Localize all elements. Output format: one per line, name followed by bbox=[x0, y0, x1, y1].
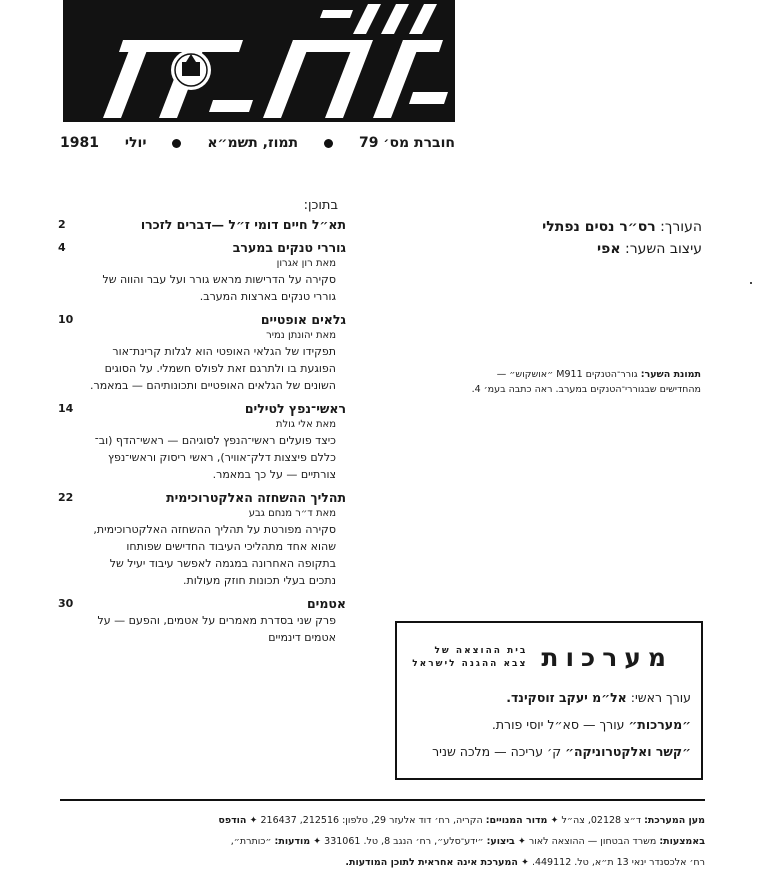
subscriptions-label: מדור המנויים: bbox=[485, 815, 548, 826]
footer-rule bbox=[60, 799, 705, 801]
editor-label: העורך: bbox=[660, 219, 702, 235]
printed-via: משרד הבטחון — ההוצאה לאור bbox=[528, 836, 657, 847]
printed-label: הודפס bbox=[218, 815, 247, 826]
kesher-editor: ק׳ עריכה — מלכה שניר bbox=[432, 744, 562, 759]
toc-entry-description: כללם פיצצות דלק־אוויר), ראשי ריסוק וראשי־נפץ bbox=[108, 451, 336, 464]
toc-entry-description: צורתיים — על כך במאמר. bbox=[212, 468, 336, 481]
toc-entry-title: תא״ל חיים דומי ז״ל —דברים לזכרו bbox=[140, 217, 346, 232]
toc-entry-description: סקירה מפורטת על תהליך ההשחזה האלקטרוכימית, bbox=[93, 523, 336, 536]
toc-entry-page: 2 bbox=[58, 218, 66, 231]
masthead-logo bbox=[63, 0, 455, 122]
footer-line-2 bbox=[60, 831, 705, 852]
toc-entry bbox=[58, 311, 346, 394]
toc-entry-title: תהליך ההשחזה האלקטרוכימית bbox=[166, 490, 346, 505]
toc-entry-description: השונים של הגלאים האופטיים ותכונותיהם — במאמר. bbox=[90, 379, 336, 392]
separator-icon: ✦ bbox=[313, 836, 322, 847]
toc-entry-author: מאת אלי גולת bbox=[275, 419, 336, 430]
table-of-contents bbox=[58, 216, 346, 652]
chief-editor-label: עורך ראשי: bbox=[630, 690, 691, 705]
editor-name: רס״ר נסים נפתלי bbox=[542, 219, 656, 235]
footer-line-3 bbox=[60, 852, 705, 873]
separator-icon: ✦ bbox=[517, 836, 526, 847]
toc-entry-title: ראשי־נפץ לטילים bbox=[244, 401, 346, 416]
footer-line-1 bbox=[60, 810, 705, 831]
cover-caption-label: תמונת השער: bbox=[640, 369, 701, 380]
toc-entry-author: מאת יהונתן נמיר bbox=[266, 330, 336, 341]
cover-designer-name: אפי bbox=[597, 241, 621, 257]
separator-icon: ✦ bbox=[249, 815, 258, 826]
editor-credits bbox=[470, 216, 702, 260]
toc-entry bbox=[58, 239, 346, 305]
kesher-editor-line bbox=[432, 744, 691, 759]
maarachot-title: ״מערכות״ bbox=[628, 717, 691, 732]
maarachot-editor-line bbox=[492, 717, 691, 732]
publisher-header bbox=[412, 643, 673, 672]
cover-caption-text-2: מהחדישים שבגוררי־הטנקים במערב. ראה כתבה בעמ׳ 4. bbox=[471, 384, 701, 395]
toc-heading: בתוכן: bbox=[303, 198, 338, 213]
subscriptions-address: הקריה, רח׳ דוד אלעזר 29, טלפון: 212516, 216437 bbox=[260, 815, 483, 826]
masthead-graphic bbox=[63, 0, 455, 122]
toc-entry-page: 4 bbox=[58, 241, 66, 254]
toc-entry-page: 14 bbox=[58, 402, 74, 415]
production-by: ״ידע־סלע״, רח׳ הנגב 8, טל. 331061 bbox=[324, 836, 484, 847]
cover-design-label: עיצוב השער: bbox=[624, 241, 702, 257]
toc-entry-title: אטמים bbox=[306, 596, 346, 611]
toc-entry-description: גוררי טנקים בארצות המערב. bbox=[199, 290, 336, 303]
footer-imprint bbox=[60, 810, 705, 873]
chief-editor-line bbox=[506, 690, 691, 705]
toc-entry-page: 30 bbox=[58, 597, 74, 610]
toc-entry-description: סקירה על הדרישות מראש גורר ועל עבר והווה של bbox=[102, 273, 336, 286]
bullet-dot-icon bbox=[324, 139, 333, 148]
cover-caption-text-1: גורר־הטנקים M911 ״אושקוש״ — bbox=[496, 369, 638, 380]
editorial-address: ד״צ 02128, צה״ל bbox=[561, 815, 642, 826]
toc-entry-description: הפוגעת בו ולתרגם זאת לפולס חשמלי. על הסוגים bbox=[104, 362, 336, 375]
cover-design-line bbox=[470, 238, 702, 260]
maarachot-editor: עורך — סא״ל יוסי פורת. bbox=[491, 717, 625, 732]
separator-icon: ✦ bbox=[520, 857, 529, 868]
publisher-subtitle bbox=[412, 645, 527, 671]
separator-icon: ✦ bbox=[550, 815, 559, 826]
toc-entry-page: 10 bbox=[58, 313, 74, 326]
ads-agency: ״כותרת״, bbox=[230, 836, 272, 847]
toc-entry-title: גוררי טנקים במערב bbox=[232, 240, 346, 255]
cover-caption bbox=[395, 367, 701, 397]
toc-entry bbox=[58, 489, 346, 589]
issue-hebrew-date: תמוז, תשמ״א bbox=[207, 135, 299, 151]
issue-number: חוברת מס׳ 79 bbox=[358, 135, 455, 151]
issue-year: 1981 bbox=[60, 135, 99, 151]
toc-entry-author: מאת רון אגרון bbox=[276, 258, 336, 269]
toc-entry bbox=[58, 595, 346, 646]
toc-entry-description: פרק שני בסדרת מאמרים על אטמים, והפעם — על bbox=[97, 614, 336, 627]
publisher-subtitle-line-2: צבא ההגנה לישראל bbox=[412, 658, 528, 669]
toc-entry bbox=[58, 216, 346, 233]
disclaimer: המערכת אינה אחראית לתוכן המודעות. bbox=[345, 857, 518, 868]
ads-address: רח׳ אלכסנדר ינאי 13 ת״א, טל. 449112. bbox=[531, 857, 705, 868]
idf-emblem-icon bbox=[171, 50, 211, 90]
toc-entry bbox=[58, 400, 346, 483]
printed-via-label: באמצעות: bbox=[659, 836, 705, 847]
publisher-box bbox=[395, 621, 703, 780]
editor-line bbox=[470, 216, 702, 238]
toc-entry-description: בתקופה האחרונה במגמה לאפשר עיבוד יעיל של bbox=[109, 557, 336, 570]
toc-entry-description: אטמים דינמיים bbox=[268, 631, 336, 644]
issue-line bbox=[60, 135, 455, 151]
toc-entry-description: תפקידו של הגלאי האופטי הוא לגלות קרינת־אור bbox=[112, 345, 336, 358]
publisher-subtitle-line-1: בית ההוצאה של bbox=[434, 645, 528, 656]
toc-entry-title: גלאים אופטיים bbox=[260, 312, 346, 327]
kesher-title: ״קשר ואלקטרוניקה״ bbox=[565, 744, 691, 759]
toc-entry-page: 22 bbox=[58, 491, 74, 504]
toc-entry-description: כיצד פועלים ראשי־הנפץ לסוגיהם — ראשי־הדף (וב־ bbox=[94, 434, 336, 447]
toc-entry-description: שהוא אחד מתהליכי העיבוד החדישים שפותחו bbox=[126, 540, 336, 553]
bullet-dot-icon bbox=[172, 139, 181, 148]
chief-editor-name: אל״מ יעקב זוסקינד. bbox=[506, 690, 627, 705]
production-label: ביצוע: bbox=[486, 836, 515, 847]
cover-caption-line-1 bbox=[395, 367, 701, 382]
ads-label: מודעות: bbox=[274, 836, 311, 847]
print-speck bbox=[750, 282, 752, 284]
publisher-name: מערכות bbox=[541, 643, 673, 672]
issue-month: יולי bbox=[124, 135, 147, 151]
toc-entry-description: נתכים בעלי תכונות חוזק מעולות. bbox=[183, 574, 336, 587]
toc-entry-author: מאת ד״ר מנחם גבע bbox=[248, 508, 336, 519]
editorial-address-label: מען המערכת: bbox=[644, 815, 705, 826]
